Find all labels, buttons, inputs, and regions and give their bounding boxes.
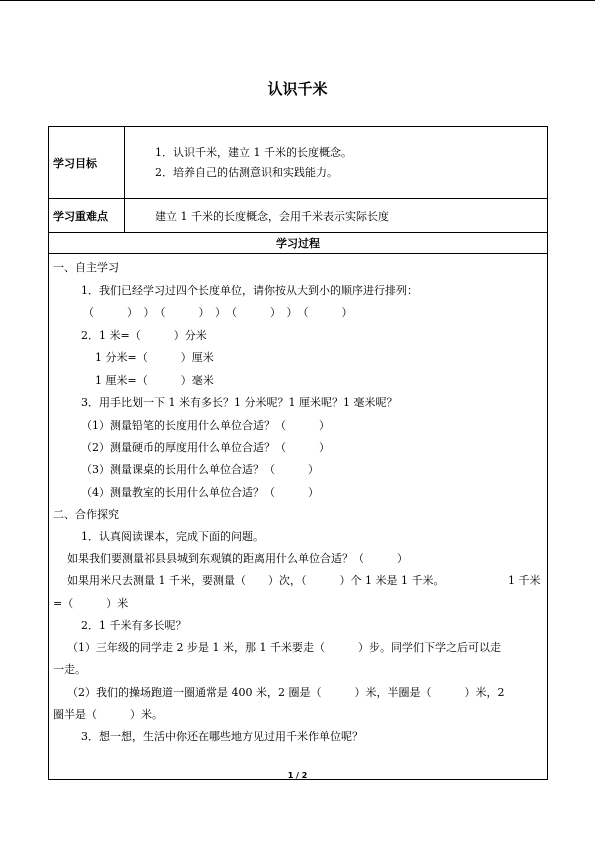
page-title: 认识千米 [267,80,328,98]
process-header-row [49,233,548,254]
question-2-b: 1 分米=（ ）厘米 [95,351,214,364]
goals-content [125,127,548,199]
goals-label: 学习目标 [49,127,125,199]
process-row [49,254,548,780]
keypoints-row [49,199,548,233]
process-header: 学习过程 [49,233,548,254]
explore-1-b-cont: =（ ）米 [53,597,129,610]
keypoints-label: 学习重难点 [49,199,125,233]
page-number: 1 / 2 [287,771,308,780]
explore-1: 1．认真阅读课本，完成下面的问题。 [81,530,264,543]
question-3-1: （1）测量铅笔的长度用什么单位合适？（ ） [81,419,330,432]
section-heading: 一、自主学习 [53,261,119,274]
section-heading: 二、合作探究 [53,508,119,521]
goal-item: 2．培养自己的估测意识和实践能力。 [155,165,338,179]
goals-row [49,127,548,199]
explore-2-b: （2）我们的操场跑道一圈通常是 400 米，2 圈是（ ）米，半圈是（ ）米，2 [67,686,505,699]
explore-2: 2．1 千米有多长呢？ [81,619,187,632]
explore-3: 3．想一想，生活中你还在哪些地方见过用千米作单位呢？ [81,730,363,743]
top-rule [0,0,595,1]
process-content [49,254,548,780]
explore-2-a-cont: 一走。 [53,663,86,676]
explore-2-b-cont: 圈半是（ ）米。 [53,708,163,721]
question-1: 1．我们已经学习过四个长度单位，请你按从大到小的顺序进行排列： [81,284,418,297]
answer-blanks: （ ） ） （ ） ） （ ） ） （ ） [83,306,353,319]
question-3-3: （3）测量课桌的长用什么单位合适？（ ） [81,463,319,476]
process-body [49,254,547,779]
explore-1-b: 如果用米尺去测量 1 千米，要测量（ ）次，（ ）个 1 米是 1 千米。 [67,574,445,587]
explore-1-b-end: 1 千米 [508,574,541,587]
question-2-c: 1 厘米=（ ）毫米 [95,374,214,387]
worksheet-table [48,126,548,780]
goal-item: 1．认识千米，建立 1 千米的长度概念。 [155,145,352,159]
question-3-4: （4）测量教室的长用什么单位合适？（ ） [81,486,319,499]
question-2: 2．1 米=（ ）分米 [81,329,207,342]
explore-1-a: 如果我们要测量祁县县城到东观镇的距离用什么单位合适？（ ） [67,552,408,565]
keypoints-content: 建立 1 千米的长度概念，会用千米表示实际长度 [125,199,548,233]
question-3-2: （2）测量硬币的厚度用什么单位合适？（ ） [81,441,330,454]
question-3: 3．用手比划一下 1 米有多长？1 分米呢？1 厘米呢？1 毫米呢？ [81,396,398,409]
explore-2-a: （1）三年级的同学走 2 步是 1 米，那 1 千米要走（ ）步。同学们下学之后可以走 [67,641,501,654]
